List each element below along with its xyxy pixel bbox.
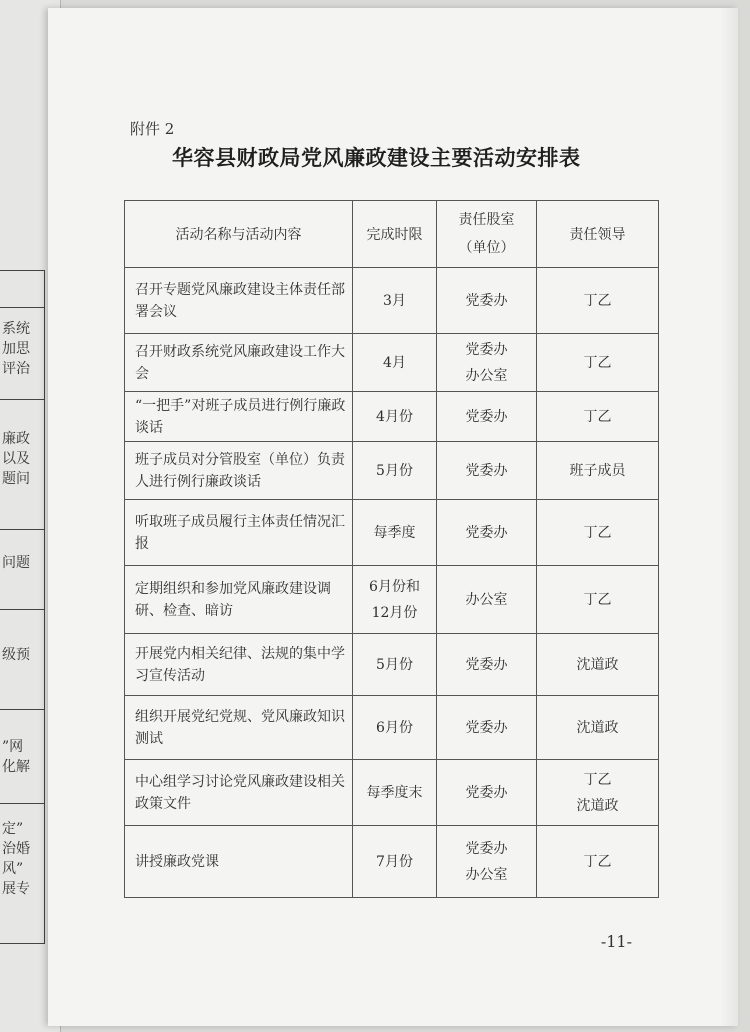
previous-page-fragment: 定” 治婚 风” 展专 xyxy=(2,821,30,897)
previous-page-row-line xyxy=(0,529,44,530)
activity-schedule-table xyxy=(124,200,659,898)
deadline-cell: 5月份 xyxy=(353,442,437,500)
previous-page-row-line xyxy=(0,307,44,308)
leader-cell: 丁乙 xyxy=(537,566,659,634)
header-leader: 责任领导 xyxy=(537,201,659,268)
department-cell: 党委办 办公室 xyxy=(437,334,537,392)
previous-page-row-line xyxy=(0,609,44,610)
previous-page-fragment: 问题 xyxy=(2,555,30,571)
previous-page-fragment: 廉政 以及 题问 xyxy=(2,431,30,487)
previous-page-row-line xyxy=(0,399,44,400)
deadline-cell: 7月份 xyxy=(353,826,437,898)
attachment-label: 附件 2 xyxy=(130,120,175,138)
leader-cell: 丁乙 沈道政 xyxy=(537,760,659,826)
department-cell: 党委办 办公室 xyxy=(437,826,537,898)
deadline-cell: 4月 xyxy=(353,334,437,392)
department-cell: 办公室 xyxy=(437,566,537,634)
activity-name-cell: 班子成员对分管股室（单位）负责人进行例行廉政谈话 xyxy=(125,442,353,500)
activity-name-cell: 召开专题党风廉政建设主体责任部署会议 xyxy=(125,268,353,334)
leader-cell: 丁乙 xyxy=(537,392,659,442)
table-row xyxy=(125,500,659,566)
department-cell: 党委办 xyxy=(437,760,537,826)
department-cell: 党委办 xyxy=(437,696,537,760)
department-cell: 党委办 xyxy=(437,268,537,334)
deadline-cell: 3月 xyxy=(353,268,437,334)
table-row xyxy=(125,826,659,898)
department-cell: 党委办 xyxy=(437,392,537,442)
activity-name-cell: 组织开展党纪党规、党风廉政知识测试 xyxy=(125,696,353,760)
leader-cell: 丁乙 xyxy=(537,500,659,566)
leader-cell: 沈道政 xyxy=(537,696,659,760)
table-row xyxy=(125,442,659,500)
deadline-cell: 6月份和 12月份 xyxy=(353,566,437,634)
header-activity-name: 活动名称与活动内容 xyxy=(125,201,353,268)
deadline-cell: 5月份 xyxy=(353,634,437,696)
table-row xyxy=(125,268,659,334)
activity-name-cell: 听取班子成员履行主体责任情况汇报 xyxy=(125,500,353,566)
page-title: 华容县财政局党风廉政建设主要活动安排表 xyxy=(172,145,581,170)
deadline-cell: 每季度末 xyxy=(353,760,437,826)
department-cell: 党委办 xyxy=(437,634,537,696)
previous-page-fragment: ”网 化解 xyxy=(2,739,30,775)
table-row xyxy=(125,634,659,696)
leader-cell: 丁乙 xyxy=(537,268,659,334)
department-cell: 党委办 xyxy=(437,442,537,500)
previous-page-row-line xyxy=(0,709,44,710)
header-department: 责任股室 （单位） xyxy=(437,201,537,268)
table-row xyxy=(125,566,659,634)
table-row xyxy=(125,696,659,760)
deadline-cell: 每季度 xyxy=(353,500,437,566)
table-header-row xyxy=(125,201,659,268)
table-row xyxy=(125,760,659,826)
leader-cell: 丁乙 xyxy=(537,334,659,392)
activity-name-cell: “一把手”对班子成员进行例行廉政谈话 xyxy=(125,392,353,442)
leader-cell: 班子成员 xyxy=(537,442,659,500)
previous-page-table xyxy=(0,270,45,944)
previous-page-fragment: 级预 xyxy=(2,647,30,663)
activity-name-cell: 开展党内相关纪律、法规的集中学习宣传活动 xyxy=(125,634,353,696)
table-row xyxy=(125,334,659,392)
page-shade xyxy=(720,8,738,1026)
activity-name-cell: 定期组织和参加党风廉政建设调研、检查、暗访 xyxy=(125,566,353,634)
activity-name-cell: 讲授廉政党课 xyxy=(125,826,353,898)
header-deadline: 完成时限 xyxy=(353,201,437,268)
leader-cell: 沈道政 xyxy=(537,634,659,696)
activity-name-cell: 召开财政系统党风廉政建设工作大会 xyxy=(125,334,353,392)
deadline-cell: 4月份 xyxy=(353,392,437,442)
previous-page-row-line xyxy=(0,803,44,804)
page-number: -11- xyxy=(600,932,632,951)
table-row xyxy=(125,392,659,442)
activity-name-cell: 中心组学习讨论党风廉政建设相关政策文件 xyxy=(125,760,353,826)
leader-cell: 丁乙 xyxy=(537,826,659,898)
department-cell: 党委办 xyxy=(437,500,537,566)
deadline-cell: 6月份 xyxy=(353,696,437,760)
previous-page-fragment: 系统 加思 评治 xyxy=(2,321,30,377)
